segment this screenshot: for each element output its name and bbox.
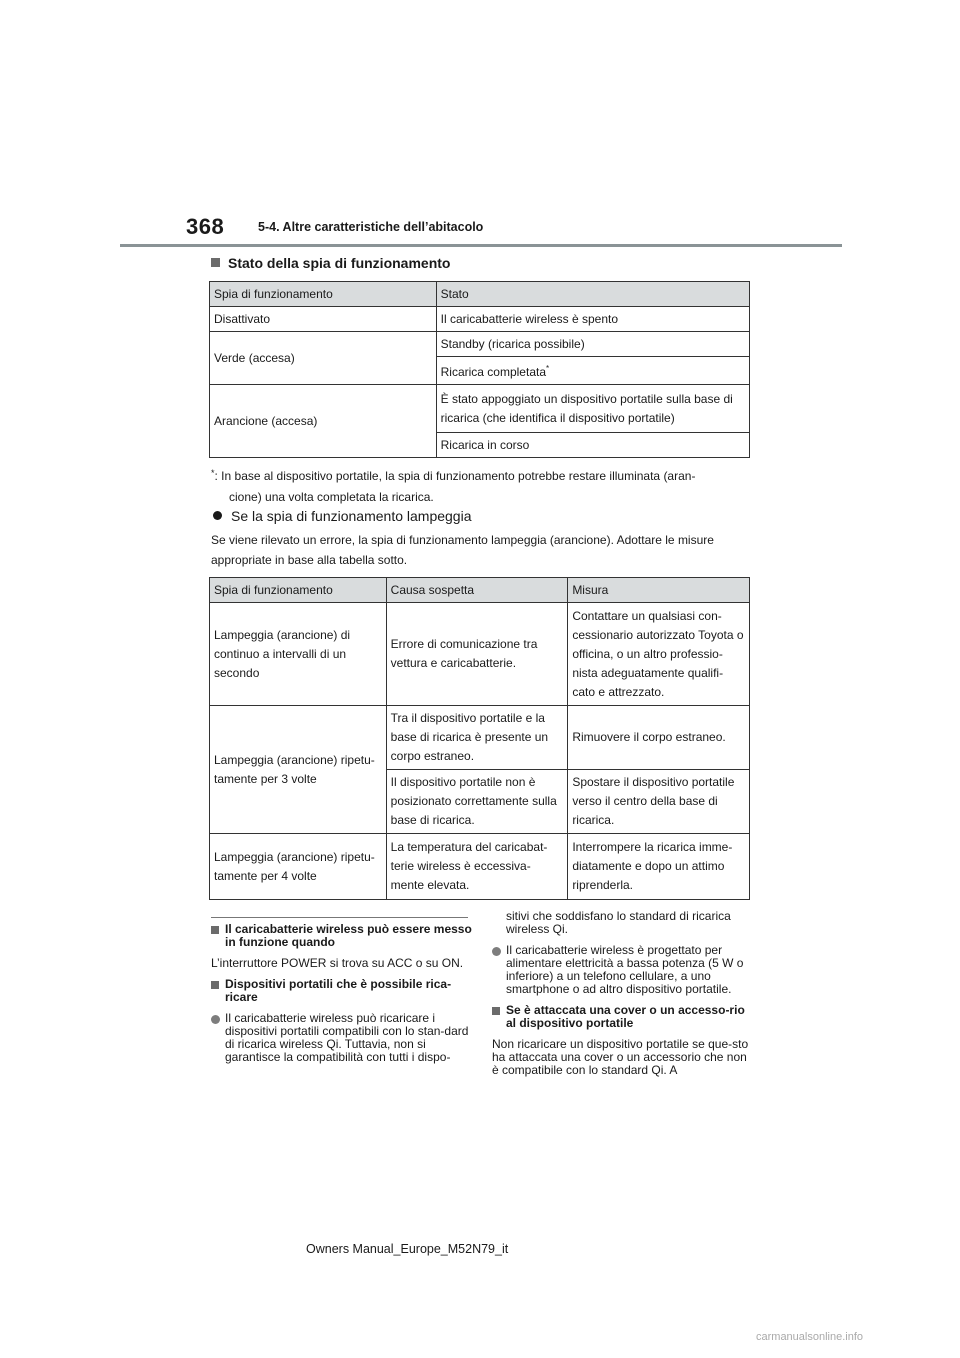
table-cell: Spostare il dispositivo portatile verso il centro della base di ricarica. — [568, 770, 750, 834]
table-cell: Interrompere la ricarica imme-diatamente e dopo un attimo riprenderla. — [568, 834, 750, 900]
watermark: carmanualsonline.info — [756, 1331, 864, 1343]
manual-footer: Owners Manual_Europe_M52N79_it — [306, 1242, 509, 1256]
footnote-line2: cione) una volta completata la ricarica. — [229, 490, 434, 504]
square-bullet-icon — [211, 926, 219, 934]
note-heading-devices-text: Dispositivi portatili che è possibile rica-ricare — [225, 977, 452, 1004]
section-heading-status-text: Stato della spia di funzionamento — [228, 255, 451, 271]
section-heading-status — [211, 255, 450, 271]
page-number: 368 — [186, 214, 225, 239]
square-bullet-icon — [211, 981, 219, 989]
table-cell: Lampeggia (arancione) di continuo a intervalli di un secondo — [210, 603, 387, 706]
header-divider — [120, 244, 842, 247]
table-cell: Standby (ricarica possibile) — [436, 332, 749, 357]
list-item-text: Il caricabatterie wireless è progettato per alimentare elettricità a bassa potenza (5 W o inferiore) a un telefono cellulare, a uno smartphone o ad altro dispositivo portatile. — [506, 943, 744, 996]
square-bullet-icon — [492, 1007, 500, 1015]
table-header-cell: Spia di funzionamento — [210, 578, 387, 603]
bullet-dot-icon — [213, 511, 222, 520]
intro-paragraph: Se viene rilevato un errore, la spia di funzionamento lampeggia (arancione). Adottare le misure appropriate in base alla tabella sotto. — [211, 533, 714, 567]
table-cell: Contattare un qualsiasi con-cessionario autorizzato Toyota o officina, o un altro professio-nista adeguatamente qualifi-cato e attrezzato. — [568, 603, 750, 706]
table-cell: Ricarica in corso — [436, 433, 749, 458]
table-cell-text: Ricarica completata — [440, 365, 546, 379]
table-cell: Il caricabatterie wireless è spento — [436, 307, 749, 332]
footnote — [211, 463, 756, 508]
blink-table — [209, 577, 750, 900]
table-cell: La temperatura del caricabat-terie wireless è eccessiva-mente elevata. — [386, 834, 568, 900]
bullet-dot-icon — [211, 1015, 220, 1024]
table-cell — [436, 357, 749, 385]
notes-column-right — [492, 910, 754, 1085]
table-header-cell: Misura — [568, 578, 750, 603]
note-heading-cover-text: Se è attaccata una cover o un accesso-rio al dispositivo portatile — [506, 1003, 745, 1030]
note-heading-cover — [492, 1004, 754, 1030]
table-header-row — [210, 578, 750, 603]
table-cell: Il dispositivo portatile non è posizionato correttamente sulla base di ricarica. — [386, 770, 568, 834]
table-row — [210, 332, 750, 357]
list-item — [492, 944, 754, 996]
table-header-row — [210, 282, 750, 307]
bullet-dot-icon — [492, 947, 501, 956]
note-text-cover: Non ricaricare un dispositivo portatile se que-sto ha attaccata una cover o un accessorio che non è compatibile con lo standard Qi. A — [492, 1037, 749, 1077]
notes-column-left — [211, 923, 473, 1072]
footnote-line1: : In base al dispositivo portatile, la spia di funzionamento potrebbe restare illuminata (aran- — [214, 469, 696, 483]
table-cell: Errore di comunicazione tra vettura e caricabatterie. — [386, 603, 568, 706]
table-cell: Verde (accesa) — [210, 332, 437, 385]
section-heading-blink — [211, 508, 472, 524]
table-header-cell: Stato — [436, 282, 749, 307]
list-item — [211, 1012, 473, 1064]
table-row — [210, 603, 750, 706]
footnote-marker: * — [211, 468, 215, 478]
table-cell: Arancione (accesa) — [210, 385, 437, 458]
note-heading-power — [211, 923, 473, 949]
section-header: 5-4. Altre caratteristiche dell’abitacolo — [258, 220, 484, 234]
notes-divider — [211, 917, 468, 918]
table-row — [210, 834, 750, 900]
note-heading-devices — [211, 978, 473, 1004]
table-cell: Lampeggia (arancione) ripetu-tamente per 4 volte — [210, 834, 387, 900]
square-bullet-icon — [211, 258, 220, 267]
table-cell: Rimuovere il corpo estraneo. — [568, 706, 750, 770]
table-cell: Disattivato — [210, 307, 437, 332]
table-header-cell: Spia di funzionamento — [210, 282, 437, 307]
table-cell: È stato appoggiato un dispositivo portatile sulla base di ricarica (che identifica il dispositivo portatile) — [436, 385, 749, 433]
footnote-marker: * — [546, 364, 550, 373]
note-heading-power-text: Il caricabatterie wireless può essere messo in funzione quando — [225, 922, 472, 949]
table-row — [210, 706, 750, 770]
table-row — [210, 385, 750, 433]
note-text-power: L’interruttore POWER si trova su ACC o su ON. — [211, 956, 464, 970]
table-cell: Tra il dispositivo portatile e la base di ricarica è presente un corpo estraneo. — [386, 706, 568, 770]
list-item-text: Il caricabatterie wireless può ricaricare i dispositivi portatili compatibili con lo stan-dard di ricarica wireless Qi. Tuttavia, non si garantisce la compatibilità con tutti i dispo- — [225, 1011, 469, 1064]
table-header-cell: Causa sospetta — [386, 578, 568, 603]
table-row — [210, 307, 750, 332]
table-cell: Lampeggia (arancione) ripetu-tamente per 3 volte — [210, 706, 387, 834]
section-heading-blink-text: Se la spia di funzionamento lampeggia — [231, 508, 472, 524]
status-table — [209, 281, 750, 458]
list-item-continuation: sitivi che soddisfano lo standard di ricarica wireless Qi. — [506, 909, 731, 936]
